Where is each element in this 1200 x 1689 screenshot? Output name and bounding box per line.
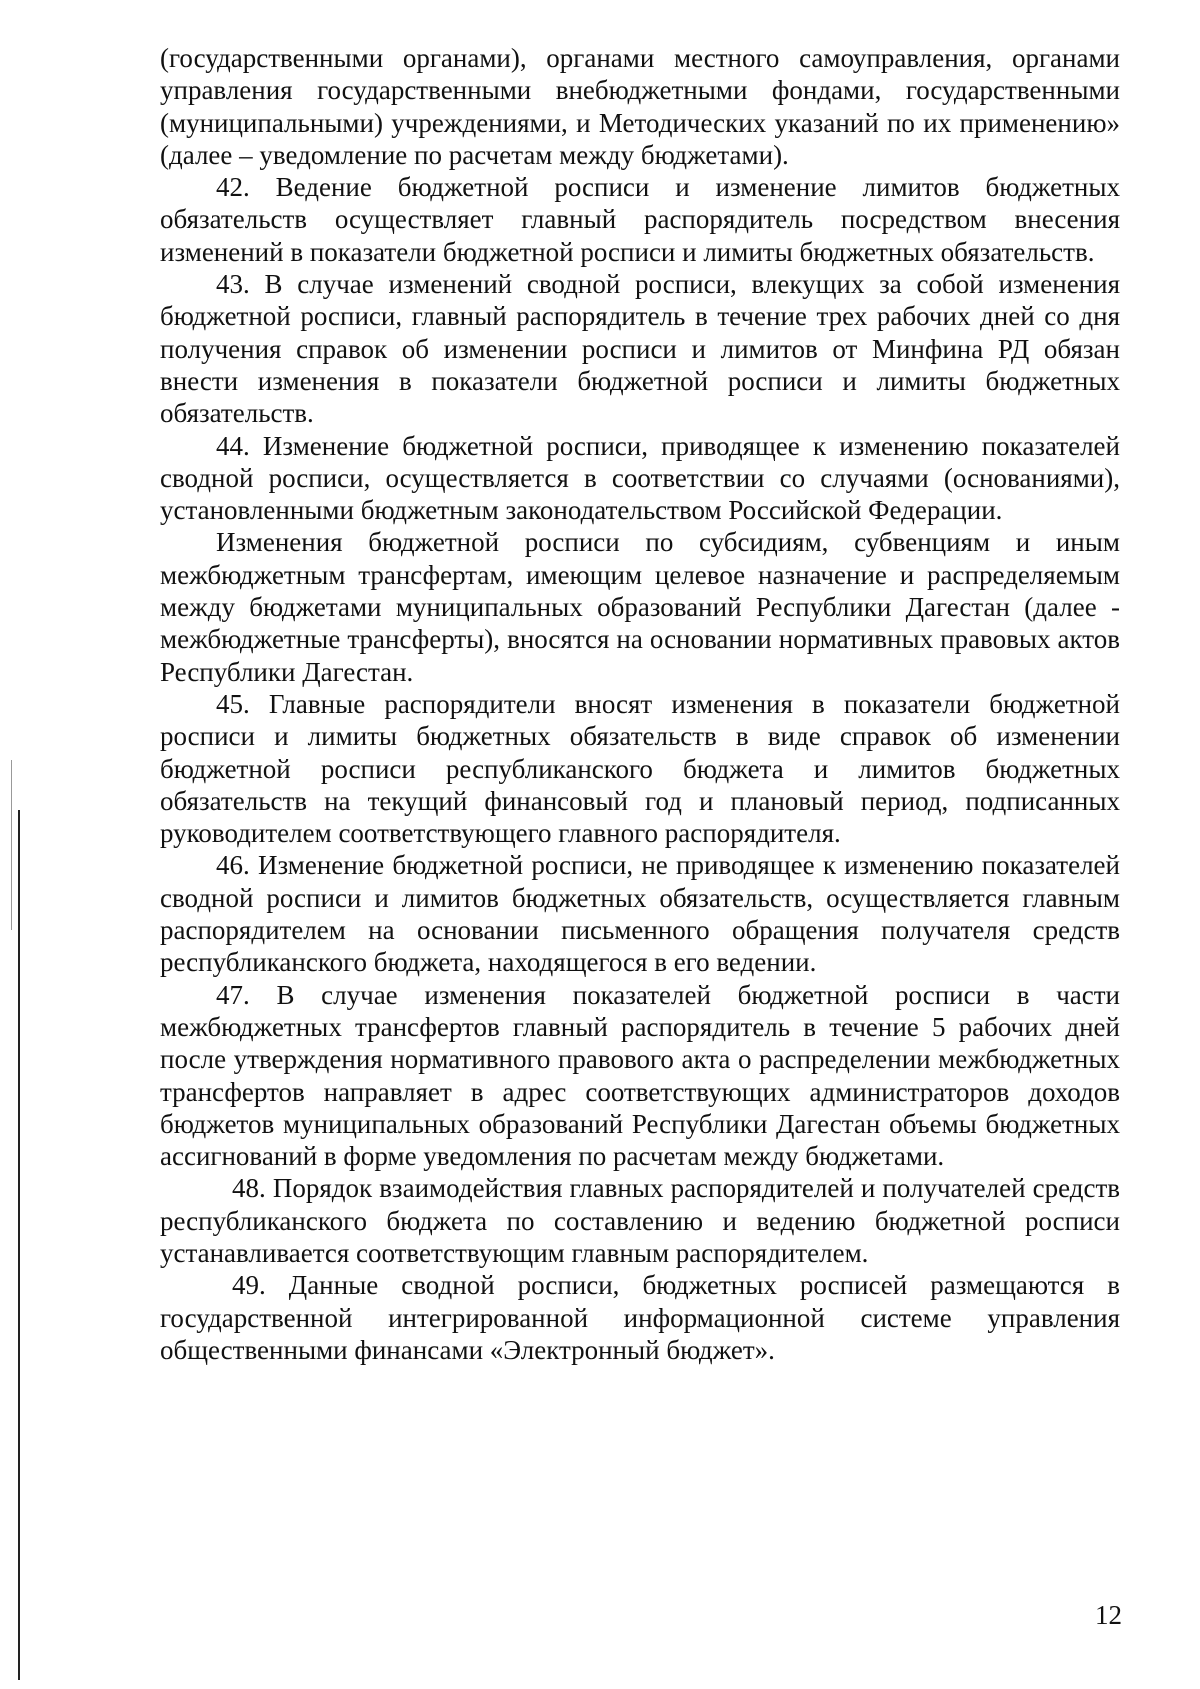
page-number: 12 bbox=[1095, 1600, 1122, 1630]
paragraph-42: 42. Ведение бюджетной росписи и изменение лимитов бюджетных обязательств осуществляет главный распорядитель посредством внесения изменений в показатели бюджетной росписи и лимиты бюджетных обязательств. bbox=[160, 172, 1120, 267]
paragraph-45: 45. Главные распорядители вносят изменения в показатели бюджетной росписи и лимиты бюджетных обязательств в виде справок об изменении бюджетной росписи республиканского бюджета и лимитов бюджетных обязательств на текущий финансовый год и плановый период, подписанных руководителем соответствующего главного распорядителя. bbox=[160, 688, 1120, 849]
paragraph-44: 44. Изменение бюджетной росписи, приводящее к изменению показателей сводной росписи, осуществляется в соответствии со случаями (основаниями), установленными бюджетным законодательством Российской Федерации. bbox=[160, 430, 1120, 526]
paragraph-46: 46. Изменение бюджетной росписи, не приводящее к изменению показателей сводной росписи и лимитов бюджетных обязательств, осуществляется главным распорядителем на основании письменного обращения получателя средств республиканского бюджета, находящегося в его ведении. bbox=[160, 850, 1120, 978]
scan-edge-line bbox=[18, 810, 20, 1680]
paragraph-48: 48. Порядок взаимодействия главных распорядителей и получателей средств республиканского бюджета по составлению и ведению бюджетной росписи устанавливается соответствующим главным распорядителем. bbox=[160, 1173, 1120, 1268]
paragraph-continuation: (государственными органами), органами местного самоуправления, органами управления государственными внебюджетными фондами, государственными (муниципальными) учреждениями, и Методических указаний по их применению» (далее – уведомление по расчетам между бюджетами). bbox=[160, 43, 1120, 170]
paragraph-43: 43. В случае изменений сводной росписи, влекущих за собой изменения бюджетной росписи, главный распорядитель в течение трех рабочих дней со дня получения справок об изменении росписи и лимитов от Минфина РД обязан внести изменения в показатели бюджетной росписи и лимиты бюджетных обязательств. bbox=[160, 269, 1120, 429]
document-body bbox=[160, 42, 1120, 1366]
paragraph-49: 49. Данные сводной росписи, бюджетных росписей размещаются в государственной интегрированной информационной системе управления общественными финансами «Электронный бюджет». bbox=[160, 1270, 1120, 1365]
scan-edge-line-faint bbox=[11, 760, 12, 930]
paragraph-44-transfers: Изменения бюджетной росписи по субсидиям, субвенциям и иным межбюджетным трансфертам, имеющим целевое назначение и распределяемым между бюджетами муниципальных образований Республики Дагестан (далее - межбюджетные трансферты), вносятся на основании нормативных правовых актов Республики Дагестан. bbox=[160, 527, 1120, 687]
paragraph-47: 47. В случае изменения показателей бюджетной росписи в части межбюджетных трансфертов главный распорядитель в течение 5 рабочих дней после утверждения нормативного правового акта о распределении межбюджетных трансфертов направляет в адрес соответствующих администраторов доходов бюджетов муниципальных образований Республики Дагестан объемы бюджетных ассигнований в форме уведомления по расчетам между бюджетами. bbox=[160, 979, 1120, 1172]
